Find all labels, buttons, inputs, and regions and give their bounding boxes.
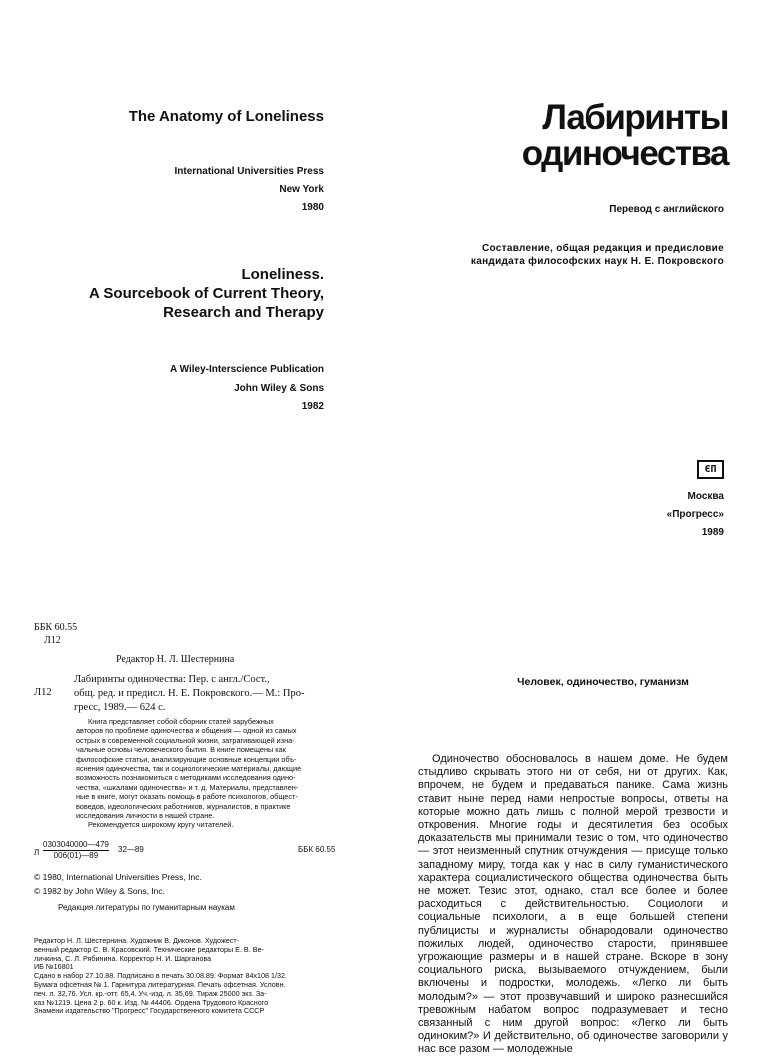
title2-line-3: Research and Therapy [163, 304, 324, 321]
abstract-line: воведов, идеологических работников, журналистов, в практике [76, 801, 291, 811]
imprint-line: венный редактор С. В. Красовский. Технические редакторы Е. В. Ве- [34, 944, 264, 954]
publisher-logo-icon: ЄП [697, 460, 724, 479]
imprint-publisher: «Прогресс» [666, 509, 724, 520]
abstract-line: острых в современной социальной жизни, затрагивающей изна- [76, 735, 295, 745]
redaction-note: Редакция литературы по гуманитарным наукам [58, 903, 235, 912]
compilation-line-1: Составление, общая редакция и предисловие [481, 243, 724, 254]
abstract-line: Книга представляет собой сборник статей зарубежных [88, 717, 274, 726]
compilation-line-2: кандидата философских наук Н. Е. Покровского [470, 256, 724, 267]
imprint-line: Сдано в набор 27.10.88. Подписано в печать 30.08.89. Формат 84х108 1/32. [34, 971, 288, 981]
chapter-heading: Человек, одиночество, гуманизм [517, 676, 689, 688]
copyrights [34, 870, 202, 898]
bbk-code: ББК 60.55 [34, 622, 78, 633]
entry-line-1: Лабиринты одиночества: Пер. с англ./Сост., [74, 674, 270, 685]
entry-line-2: общ. ред. и предисл. Н. Е. Покровского.— М.: Про- [74, 688, 305, 699]
abstract [76, 717, 346, 830]
code-fraction [43, 840, 109, 861]
code-tail: 32—89 [118, 845, 144, 854]
entry-line-3: гресс, 1989.— 624 с. [74, 702, 166, 713]
code-denominator: 006(01)—89 [53, 851, 99, 860]
abstract-line: философские статьи, анализирующие основные концепции объ- [76, 754, 297, 764]
imprint-line: ИБ №16801 [34, 962, 74, 972]
translation-note: Перевод с английского [609, 204, 724, 215]
imprint-line: печ. л. 32,76. Усл. кр.-отт. 65,4. Уч.-изд. л. 35,69. Тираж 25000 экз. За- [34, 988, 267, 998]
editor-line: Редактор Н. Л. Шестернина [116, 654, 235, 665]
imprint-line: Бумага офсетная № 1. Гарнитура литературная. Печать офсетная. Условн. [34, 979, 286, 989]
russian-title [400, 100, 728, 172]
imprint-year: 1989 [701, 527, 724, 538]
imprint-details [34, 937, 364, 1016]
publisher-1: International Universities Press [174, 166, 324, 177]
abstract-line: яснения одиночества, так и социологические материалы, дающие [76, 764, 302, 774]
imprint-line: личкина, С. Л. Рябинина. Корректор Н. И. Шарганова [34, 953, 212, 963]
english-title: The Anatomy of Loneliness [128, 108, 324, 125]
copyright-2: © 1982 by John Wiley & Sons, Inc. [34, 886, 165, 896]
chapter-text: Одиночество обосновалось в нашем доме. Не будем стыдливо скрывать этого ни от себя, ни от других. Как, впрочем, не будем и предаваться панике. Сама жизнь ставит ныне перед нами непростые вопросы, ответы на которые можно дать лишь с полной мерой трезвости и откровения. Многие годы и десятилетия без особых доказательств мы принимали тезис о том, что одиночество — этот неизменный спутник отчуждения — присуще только западному миру, тогда как у нас в силу гуманистического характера социалистического общества одиночества быть не может. Тезис этот, однако, стал все более и более расходиться с действительностью. Социологи и социальные психологи, а в еще большей степени публицисты и журналисты обнародовали одиночество пожилых людей, одиночество старости, принявшее угрожающие размеры и в нашей стране. Вскоре в зону социального риска, вызываемого отчуждением, были включены и подростки, молодежь. «Легко ли быть молодым?» — этот прозвучавший и широко разнесшийся тревожным набатом вопрос подразумевает и тесно связанный с ним другой вопрос: «Легко ли быть одиноким?» И действительно, об одиночестве заговорили у нас все разом — молодежные [418, 753, 728, 1056]
catalog-entry [74, 673, 304, 715]
year-1: 1980 [301, 202, 324, 213]
english-title-2 [40, 265, 324, 322]
abstract-line: Рекомендуется широкому кругу читателей. [88, 820, 234, 830]
imprint-line: каз №1219. Цена 2 р. 60 к. Изд. № 44406. Ордена Трудового Красного [34, 997, 269, 1007]
abstract-line: исследования личности в нашей стране. [76, 811, 215, 821]
code-letter: Л [34, 848, 40, 857]
publisher-2-line-1: A Wiley-Interscience Publication [169, 364, 324, 375]
classification [34, 621, 77, 647]
entry-code: Л12 [34, 687, 52, 698]
chapter-body [418, 753, 728, 1056]
year-2: 1982 [301, 401, 324, 412]
code-bbk: ББК 60.55 [298, 845, 336, 854]
russian-title-line-2: одиночества [521, 134, 728, 173]
imprint-block [400, 488, 724, 542]
compilation-note [400, 242, 724, 268]
code-numerator: 0303040000—479 [43, 840, 109, 849]
imprint-line: Знамени издательство "Прогресс" Государственного комитета СССР [34, 1006, 265, 1016]
abstract-line: авторов по проблеме одиночества и общения — одной из самых [76, 726, 297, 736]
imprint-city: Москва [687, 491, 724, 502]
copyright-1: © 1980, International Universities Press, Inc. [34, 872, 202, 882]
abstract-line: ные в книге, могут оказать помощь в работе психологов, общест- [76, 792, 298, 802]
imprint-line: Редактор Н. Л. Шестернина. Художник В. Диконов. Художест- [34, 936, 240, 945]
abstract-line: чальные основы человеческого бытия. В книге помещены как [76, 745, 286, 755]
abstract-line: возможность познакомиться с методиками исследования одино- [76, 773, 296, 783]
title2-line-1: Loneliness. [241, 266, 324, 283]
publisher-2-line-2: John Wiley & Sons [234, 383, 324, 394]
l12-code: Л12 [44, 635, 61, 646]
russian-title-line-1: Лабиринты [542, 98, 728, 137]
abstract-line: чества, «шкалами одиночества» и т. д. Материалы, представлен- [76, 782, 299, 792]
title2-line-2: A Sourcebook of Current Theory, [88, 285, 324, 302]
city-1: New York [279, 184, 324, 195]
